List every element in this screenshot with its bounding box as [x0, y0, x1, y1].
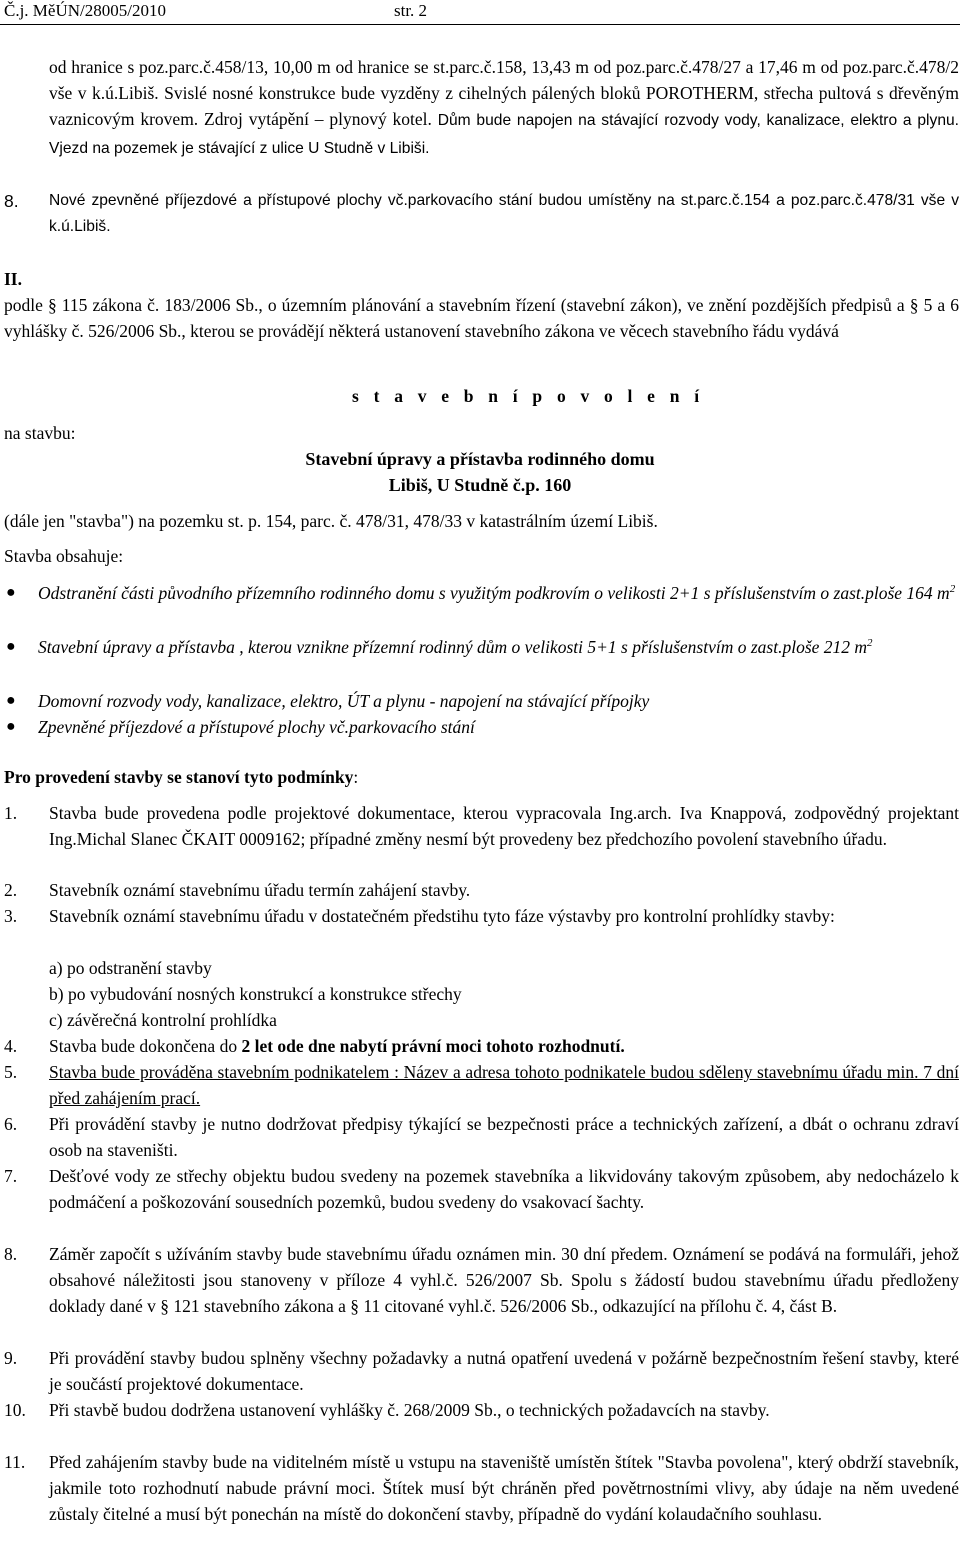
contains-heading: Stavba obsahuje: [4, 546, 124, 566]
building-title-line-2: Libiš, U Studně č.p. 160 [388, 475, 572, 495]
condition-9-text: Při provádění stavby budou splněny všechny požadavky a nutná opatření uvedená v požárně bezpečnostním řešení stavby, které je součástí projektové dokumentace. [49, 1348, 959, 1394]
conditions-heading: Pro provedení stavby se stanoví tyto podmínky: [4, 767, 359, 787]
condition-3-sub-a: a) po odstranění stavby [49, 958, 212, 978]
condition-10-text: Při stavbě budou dodržena ustanovení vyhlášky č. 268/2009 Sb., o technických požadavcích na stavby. [49, 1400, 770, 1420]
condition-4-number: 4. [4, 1036, 18, 1056]
contains-item-4: Zpevněné příjezdové a přístupové plochy vč.parkovacího stání [38, 717, 475, 737]
continuation-paragraph [49, 54, 959, 162]
item-8-number: 8. [4, 191, 19, 211]
condition-8-number: 8. [4, 1244, 18, 1264]
condition-1-text: Stavba bude provedena podle projektové dokumentace, kterou vypracovala Ing.arch. Iva Knappová, zodpovědný projektant Ing.Michal Slanec ČKAIT 0009162; případné změny nesmí být provedeny bez předchozího povolení stavebního úřadu. [49, 803, 959, 849]
condition-8-text: Záměr započít s užíváním stavby bude stavebnímu úřadu oznámen min. 30 dní předem. Oznámení se podává na formuláři, jehož obsahové náležitosti jsou stanoveny v příloze 4 vyhl.č. 526/2007 Sb. Spolu s žádostí budou stavebnímu úřadu předloženy doklady dané v § 121 stavebního zákona a § 11 citované vyhl.č. 526/2006 Sb., odkazující na přílohu č. 4, část B. [49, 1244, 959, 1316]
condition-6-number: 6. [4, 1114, 18, 1134]
reference-number: Č.j. MěÚN/28005/2010 [4, 1, 166, 20]
contains-item-2: Stavební úpravy a přístavba , kterou vznikne přízemní rodinný dům o velikosti 5+1 s příslušenstvím o zast.ploše 212 $m^2$ [38, 637, 873, 657]
building-title-line-1: Stavební úpravy a přístavba rodinného domu [305, 449, 655, 469]
condition-11-number: 11. [4, 1452, 26, 1472]
bullet-icon: ● [6, 692, 16, 709]
condition-5-text: Stavba bude prováděna stavebním podnikatelem : Název a adresa tohoto podnikatele budou sděleny stavebnímu úřadu min. 7 dní před zahájením prací. [49, 1062, 959, 1108]
section-heading: II. [4, 269, 22, 289]
building-title [180, 446, 780, 498]
bullet-icon: ● [6, 638, 16, 655]
condition-7-number: 7. [4, 1166, 18, 1186]
description-text: od hranice s poz.parc.č.458/13, 10,00 m od hranice se st.parc.č.158, 13,43 m od poz.parc.č.478/27 a 17,46 m od poz.parc.č.478/2 vše v k.ú.Libiš. Svislé nosné konstrukce bude vyzděny z cihelných pálených bloků POROTHERM, střecha pultová s dřevěným vaznicovým krovem. Zdroj vytápění – plynový kotel. [49, 57, 959, 129]
location-paragraph: (dále jen "stavba") na pozemku st. p. 154, parc. č. 478/31, 478/33 v katastrálním území Libiš. [4, 511, 658, 531]
condition-5-number: 5. [4, 1062, 18, 1082]
condition-2-text: Stavebník oznámí stavebnímu úřadu termín zahájení stavby. [49, 880, 471, 900]
page-number: str. 2 [394, 1, 428, 20]
na-stavbu-label: na stavbu: [4, 423, 76, 443]
header-divider [0, 24, 960, 25]
condition-3-sub-b: b) po vybudování nosných konstrukcí a konstrukce střechy [49, 984, 462, 1004]
decision-title: s t a v e b n í p o v o l e n í [352, 386, 705, 406]
page-header [4, 1, 428, 21]
bullet-icon: ● [6, 718, 16, 735]
condition-2-number: 2. [4, 880, 18, 900]
condition-11-text: Před zahájením stavby bude na viditelném místě u vstupu na staveniště umístěn štítek "Stavba povolena", který obdrží stavebník, jakmile toto rozhodnutí nabude právní moci. Štítek musí být chráněn před povětrnostními vlivy, aby údaje na něm uvedené zůstaly čitelné a musí být ponechán na místě do dokončení stavby, případně do vydání kolaudačního souhlasu. [49, 1452, 959, 1524]
condition-3-sub-c: c) závěrečná kontrolní prohlídka [49, 1010, 277, 1030]
legal-basis-paragraph: podle § 115 zákona č. 183/2006 Sb., o územním plánování a stavebním řízení (stavební zákon), ve znění pozdějších předpisů a § 5 a 6 vyhlášky č. 526/2006 Sb., kterou se provádějí některá ustanovení stavebního zákona ve věcech stavebního řádu vydává [4, 295, 959, 341]
condition-3-text: Stavebník oznámí stavebnímu úřadu v dostatečném předstihu tyto fáze výstavby pro kontrolní prohlídky stavby: [49, 906, 835, 926]
condition-4-text: Stavba bude dokončena do 2 let ode dne nabytí právní moci tohoto rozhodnutí. [49, 1036, 625, 1056]
condition-3-number: 3. [4, 906, 18, 926]
condition-1-number: 1. [4, 803, 18, 823]
condition-6-text: Při provádění stavby je nutno dodržovat předpisy týkající se bezpečnosti práce a technických zařízení, a dbát o ochranu zdraví osob na staveništi. [49, 1114, 959, 1160]
condition-10-number: 10. [4, 1400, 26, 1420]
condition-7-text: Dešťové vody ze střechy objektu budou svedeny na pozemek stavebníka a likvidovány takovým způsobem, aby nedocházelo k podmáčení a poškozování sousedních pozemků, budou svedeny do vsakovací šachty. [49, 1166, 959, 1212]
bullet-icon: ● [6, 584, 16, 601]
contains-item-3: Domovní rozvody vody, kanalizace, elektro, ÚT a plynu - napojení na stávající přípojky [38, 691, 650, 711]
contains-item-1: Odstranění části původního přízemního rodinného domu s využitým podkrovím o velikosti 2+1 s příslušenstvím o zast.ploše 164 $m^2$ [38, 583, 956, 603]
condition-9-number: 9. [4, 1348, 18, 1368]
item-8-text: Nové zpevněné příjezdové a přístupové plochy vč.parkovacího stání budou umístěny na st.parc.č.154 a poz.parc.č.478/31 vše v k.ú.Libiš. [49, 192, 959, 235]
connection-text: Dům bude napojen na stávající rozvody vody, kanalizace, elektro a plynu. Vjezd na pozemek je stávající z ulice U Studně v Libiši. [49, 112, 959, 157]
